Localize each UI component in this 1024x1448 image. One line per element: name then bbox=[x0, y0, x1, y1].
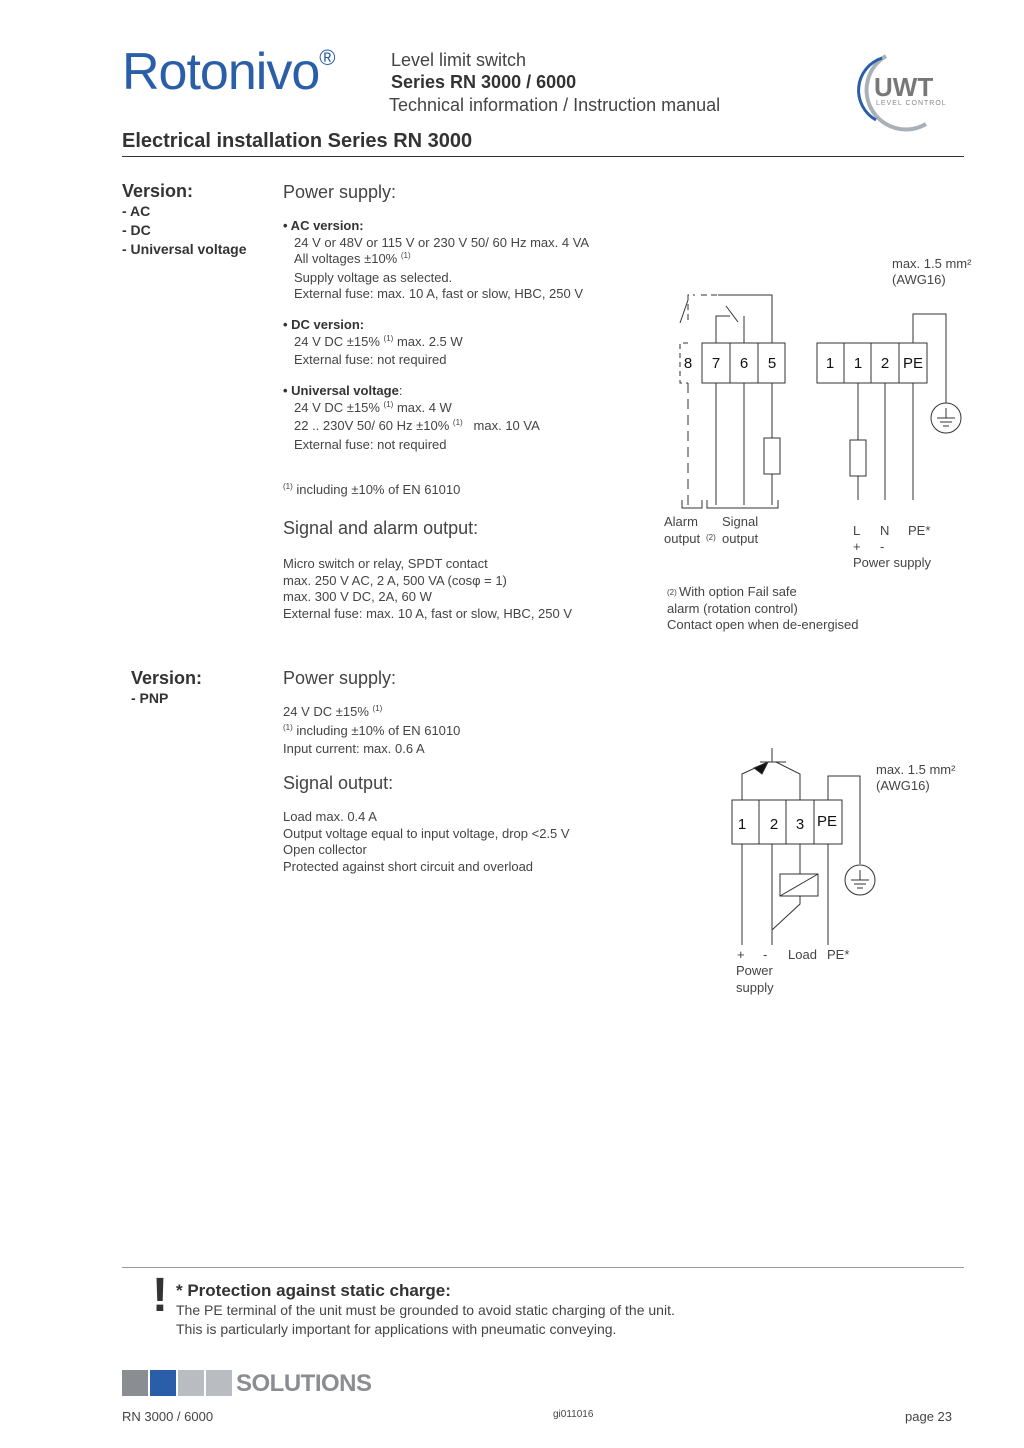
svg-text:UWT: UWT bbox=[874, 72, 934, 102]
pe-label: PE* bbox=[908, 523, 931, 538]
warning-rule bbox=[122, 1267, 964, 1268]
section-title: Electrical installation Series RN 3000 bbox=[122, 130, 473, 152]
footer-doc-id: RN 3000 / 6000 bbox=[122, 1409, 214, 1424]
exclamation-icon: ! bbox=[152, 1269, 168, 1322]
load-label: Load bbox=[788, 947, 817, 962]
signal-output-heading: Signal output: bbox=[283, 773, 394, 793]
alarm-label: Alarm bbox=[664, 514, 698, 529]
signal-label: Signal bbox=[722, 514, 759, 529]
solutions-square-3 bbox=[178, 1370, 204, 1396]
terminal-pe: PE bbox=[902, 355, 924, 372]
power-supply-label: Power supply bbox=[853, 555, 932, 570]
signal-output-label: output bbox=[722, 531, 759, 546]
terminal-7: 7 bbox=[711, 355, 721, 372]
header-rule bbox=[122, 156, 964, 157]
pnp-signal-text: Load max. 0.4 A Output voltage equal to input voltage, drop <2.5 V Open collector Protected against short circuit and overload bbox=[283, 809, 570, 874]
terminal-pe: PE bbox=[816, 813, 838, 830]
universal-version-block: • Universal voltage: 24 V DC ±15% $^{(1)}$ max. 4 W 22 .. 230V 50/ 60 Hz ±10% $^{(1)}$ max. 10 VA External fuse: not required bbox=[283, 383, 540, 452]
terminal-5: 5 bbox=[767, 355, 777, 372]
note-line-2: alarm (rotation control) bbox=[667, 601, 798, 616]
pe-label-2: PE* bbox=[827, 947, 850, 962]
max-cable-label-2: max. 1.5 mm² bbox=[876, 762, 956, 777]
version-item: - Universal voltage bbox=[122, 241, 247, 257]
warning-text: The PE terminal of the unit must be grounded to avoid static charging of the unit. This is particularly important for applications with pneumatic conveying. bbox=[176, 1302, 675, 1337]
dc-version-block: • DC version: 24 V DC ±15% $^{(1)}$ max. 2.5 W External fuse: not required bbox=[283, 317, 463, 367]
footer-code: gi011016 bbox=[553, 1409, 594, 1420]
header-line-3: Technical information / Instruction manual bbox=[389, 95, 721, 115]
ac-version-block: • AC version: 24 V or 48V or 115 V or 230 V 50/ 60 Hz max. 4 VA All voltages ±10% $^{(1)}$ Supply voltage as selected. External fuse: max. 10 A, fast or slow, HBC, 250 V bbox=[283, 218, 590, 301]
wiring-diagram-1 bbox=[660, 250, 990, 640]
header-line-2: Series RN 3000 / 6000 bbox=[391, 72, 577, 92]
version-item: - DC bbox=[122, 222, 151, 238]
wiring-diagram-2 bbox=[720, 740, 980, 1010]
minus-label: - bbox=[880, 539, 885, 554]
power-supply-heading: Power supply: bbox=[283, 182, 397, 202]
version-item-pnp: - PNP bbox=[131, 690, 169, 706]
supply-label-2: supply bbox=[736, 980, 774, 995]
version-label-2: Version: bbox=[131, 668, 203, 688]
awg-label-2: (AWG16) bbox=[876, 778, 930, 793]
terminal-6: 6 bbox=[739, 355, 749, 372]
terminal-3: 3 bbox=[795, 816, 805, 833]
minus-label-2: - bbox=[763, 947, 768, 962]
note-line-1: With option Fail safe bbox=[679, 584, 797, 599]
l-label: L bbox=[853, 523, 861, 538]
solutions-logo: SOLUTIONS bbox=[236, 1370, 372, 1397]
terminal-1b: 1 bbox=[853, 355, 863, 372]
solutions-square-4 bbox=[206, 1370, 232, 1396]
terminal-1: 1 bbox=[737, 816, 747, 833]
svg-text:LEVEL CONTROL: LEVEL CONTROL bbox=[876, 100, 947, 107]
footnote: $^{(1)}$ including ±10% of EN 61010 bbox=[283, 482, 461, 497]
brand-title: Rotonivo® bbox=[122, 43, 335, 101]
alarm-output-label: output bbox=[664, 531, 701, 546]
svg-text:(2): (2) bbox=[667, 588, 677, 597]
solutions-square-2 bbox=[150, 1370, 176, 1396]
svg-text:(2): (2) bbox=[706, 533, 716, 542]
pnp-power-text: 24 V DC ±15% $^{(1)}$ $^{(1)}$ including ±10% of EN 61010 Input current: max. 0.6 A bbox=[283, 704, 461, 756]
power-label-2: Power bbox=[736, 963, 773, 978]
power-supply-heading-2: Power supply: bbox=[283, 668, 397, 688]
warning-title: * Protection against static charge: bbox=[176, 1281, 451, 1300]
note-line-3: Contact open when de-energised bbox=[667, 617, 859, 632]
terminal-1a: 1 bbox=[825, 355, 835, 372]
terminal-2: 2 bbox=[769, 816, 779, 833]
uwt-logo bbox=[846, 50, 964, 134]
terminal-2: 2 bbox=[880, 355, 890, 372]
version-item: - AC bbox=[122, 203, 151, 219]
signal-alarm-text: Micro switch or relay, SPDT contact max. 250 V AC, 2 A, 500 VA (cosφ = 1) max. 300 V DC, 2A, 60 W External fuse: max. 10 A, fast or slow, HBC, 250 V bbox=[283, 556, 573, 621]
header-line-1: Level limit switch bbox=[391, 50, 527, 70]
max-cable-label: max. 1.5 mm² bbox=[892, 256, 972, 271]
version-list bbox=[122, 202, 247, 259]
solutions-square-1 bbox=[122, 1370, 148, 1396]
version-label: Version: bbox=[122, 181, 194, 201]
awg-label: (AWG16) bbox=[892, 272, 946, 287]
terminal-8: 8 bbox=[683, 355, 693, 372]
plus-label: + bbox=[853, 539, 861, 554]
plus-label-2: + bbox=[737, 947, 745, 962]
signal-alarm-heading: Signal and alarm output: bbox=[283, 518, 479, 538]
page-number: page 23 bbox=[905, 1409, 952, 1424]
n-label: N bbox=[880, 523, 890, 538]
